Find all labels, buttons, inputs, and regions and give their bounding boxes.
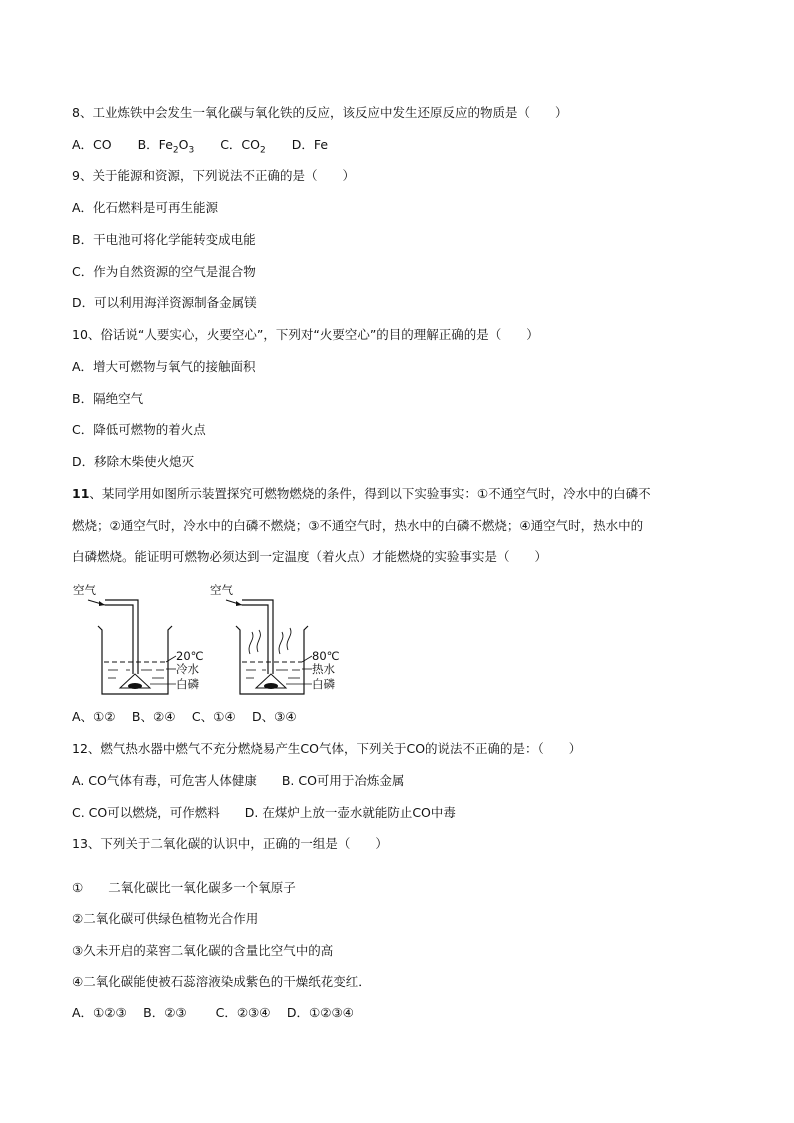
option-b: B．$Fe_2O_3$ xyxy=(137,137,195,156)
question-11-stem-line-3: 白磷燃烧。能证明可燃物必须达到一定温度（着火点）才能燃烧的实验事实是（ ） xyxy=(72,549,548,564)
question-10-option-d: D．移除木柴使火熄灭 xyxy=(72,454,195,469)
question-13-statement-3: ③久未开启的菜窖二氧化碳的含量比空气中的高 xyxy=(72,943,334,958)
question-10-option-b: B．隔绝空气 xyxy=(72,391,144,406)
beaker-hot xyxy=(210,583,340,694)
question-12-stem: 12、燃气热水器中燃气不充分燃烧易产生CO气体，下列关于CO的说法不正确的是：（ ） xyxy=(72,741,582,756)
question-13-statement-2: ②二氧化碳可供绿色植物光合作用 xyxy=(72,911,259,926)
question-9-stem: 9、关于能源和资源，下列说法不正确的是（ ） xyxy=(72,168,355,183)
steam-lines xyxy=(249,628,291,654)
phosphorus-label-left: 白磷 xyxy=(176,677,199,691)
question-13-stem: 13、下列关于二氧化碳的认识中，正确的一组是（ ） xyxy=(72,836,388,851)
question-13-options: A．①②③ B．②③ C．②③④ D．①②③④ xyxy=(72,1005,354,1020)
option-c: C．$CO_2$ xyxy=(220,137,266,156)
question-11-stem-line-1: 11、某同学用如图所示装置探究可燃物燃烧的条件，得到以下实验事实：①不通空气时，冷水中的白磷不 xyxy=(72,486,651,501)
option-d: D．Fe xyxy=(291,137,329,152)
water-label-right: 热水 xyxy=(312,662,335,676)
question-10-option-c: C．降低可燃物的着火点 xyxy=(72,422,206,437)
question-12-options-ab: A. CO气体有毒，可危害人体健康 B. CO可用于冶炼金属 xyxy=(72,773,405,788)
air-label-right: 空气 xyxy=(210,583,233,597)
question-9-option-a: A．化石燃料是可再生能源 xyxy=(72,200,219,215)
beaker-cold xyxy=(73,583,204,694)
question-12-options-cd: C. CO可以燃烧，可作燃料 D. 在煤炉上放一壶水就能防止CO中毒 xyxy=(72,805,456,820)
phosphorus-label-right: 白磷 xyxy=(312,677,335,691)
question-10-option-a: A．增大可燃物与氧气的接触面积 xyxy=(72,359,256,374)
question-11-stem-line-2: 燃烧；②通空气时，冷水中的白磷不燃烧；③不通空气时，热水中的白磷不燃烧；④通空气时，热水中的 xyxy=(72,518,644,533)
question-9-option-d: D．可以利用海洋资源制备金属镁 xyxy=(72,295,257,310)
temp-label-right: 80℃ xyxy=(312,649,340,663)
phosphorus-right xyxy=(264,683,278,689)
glass-tube-left xyxy=(105,600,138,674)
air-label-left: 空气 xyxy=(73,583,96,597)
question-13-statement-4: ④二氧化碳能使被石蕊溶液染成紫色的干燥纸花变红． xyxy=(72,974,371,989)
question-8-stem: 8、工业炼铁中会发生一氧化碳与氧化铁的反应，该反应中发生还原反应的物质是（ ） xyxy=(72,105,568,120)
water-label-left: 冷水 xyxy=(176,662,199,676)
experiment-figure xyxy=(68,578,368,698)
option-a: A．CO xyxy=(72,137,112,152)
question-9-option-b: B．干电池可将化学能转变成电能 xyxy=(72,232,256,247)
glass-tube-right xyxy=(242,600,273,674)
question-10-stem: 10、俗话说“人要实心，火要空心”，下列对“火要空心”的目的理解正确的是（ ） xyxy=(72,327,539,342)
question-8-options xyxy=(72,137,328,159)
temp-label-left: 20℃ xyxy=(176,649,204,663)
phosphorus-left xyxy=(128,683,142,689)
question-9-option-c: C．作为自然资源的空气是混合物 xyxy=(72,264,256,279)
question-11-options: A、①② B、②④ C、①④ D、③④ xyxy=(72,709,297,724)
question-13-statement-1: ① 二氧化碳比一氧化碳多一个氧原子 xyxy=(72,880,296,895)
